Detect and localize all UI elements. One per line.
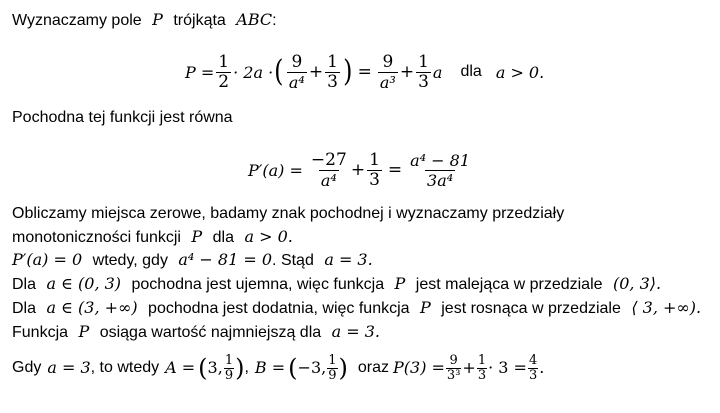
var-p: P [394,274,406,293]
derivative-zero: P′(a) = 0 [12,250,83,269]
intro-text: Wyznaczamy pole [12,12,142,29]
fraction [216,53,231,92]
positive-text: pochodna jest dodatnia, więc funkcja [148,300,410,317]
left-paren: ( [288,354,298,382]
text-line-9: Gdy a = 3 , to wtedy A = ( 3, $\frac{1}{9}$ ) , B = ( −3, $\frac{1}{9}$ ) oraz P(3) = $\frac{9}{\text{3³}}$ + $\frac{1}{3}$ · 3 = $\frac{4}{3}$ . [12,352,545,383]
dla-text: dla [460,63,482,80]
point-b-label: B = [254,358,286,377]
equals: = [357,62,372,82]
interval: a ∈ (0, 3) [46,274,122,293]
point-a-label: A = [165,358,196,377]
monotonicity-text: monotoniczności funkcji [12,229,181,246]
num: 9 [382,51,394,72]
intro-line [12,10,277,31]
right-paren: ) [338,354,348,382]
den: a³ [379,72,396,92]
den: a⁴ [320,170,337,190]
equals: = [387,160,403,180]
text-line-3 [12,204,564,224]
interval: a ∈ (3, +∞) [46,298,138,317]
fraction [367,151,382,190]
right-paren: ) [343,54,353,89]
point-a-x: 3, [207,358,223,377]
num: 1 [224,352,234,368]
fraction [325,53,340,92]
den: 2 [218,71,230,92]
den: 3³ [446,367,461,383]
decreasing-text: jest malejąca w przedziale [415,276,603,293]
num: 1 [218,51,230,72]
var-p: P [152,10,163,29]
den: 3 [418,71,429,92]
eq1-mid: · 2a · [233,62,274,82]
intro-text-2: trójkąta [173,12,226,29]
interval-2: ⟨ 3, +∞). [631,298,702,317]
point-b-x: −3, [297,358,327,377]
num: 1 [327,51,338,72]
increasing-text: jest rosnąca w przedziale [441,300,621,317]
result: a = 3. [331,322,380,341]
fraction [528,354,538,383]
dla-text: dla [212,229,234,246]
condition: a > 0. [244,227,293,246]
area-equation [185,44,544,100]
fraction [327,354,337,383]
num: 1 [477,352,487,368]
var-a: a [432,62,443,82]
negative-text: pochodna jest ujemna, więc funkcja [131,276,385,293]
hence-text: . Stąd [272,252,314,269]
den: 3 [528,367,538,383]
dla-text: Dla [12,276,37,293]
den: 9 [328,367,337,383]
var-p: P [78,322,90,341]
oraz-text: oraz [357,359,389,376]
text-line-5 [12,250,373,271]
fraction [224,354,234,383]
num: 1 [369,149,380,170]
fraction [378,53,398,92]
fraction [309,151,349,190]
plus: + [350,160,366,180]
plus: + [462,358,476,377]
when-text: wtedy, gdy [92,252,168,269]
var-p: P [420,298,431,317]
zeros-text: Obliczamy miejsca zerowe, badamy znak pochodnej i wyznaczamy przedziały [12,205,565,222]
left-paren: ( [274,54,284,89]
condition: a > 0. [495,62,545,82]
den: 3 [477,367,487,383]
num: 1 [328,352,337,368]
den: 3 [369,169,380,190]
den: 9 [224,367,234,383]
gdy-text: Gdy [12,359,42,376]
text-line-7 [12,298,701,319]
times-three: · 3 = [488,358,527,377]
var-abc: ABC [236,10,273,29]
num: −27 [310,149,347,170]
derivative-intro [12,108,233,128]
den: 3 [327,71,338,92]
period: . [539,358,545,377]
left-paren: ( [198,354,208,382]
derivative-equation [248,142,474,198]
fraction [446,354,461,383]
text-line-8 [12,322,380,343]
text-line-4 [12,227,293,248]
fraction [287,53,307,92]
condition: a = 3 [47,358,91,377]
zero-equation: a⁴ − 81 = 0 [178,250,273,269]
eq1-lhs: P = [185,62,215,82]
colon: : [272,12,277,29]
function-text: Funkcja [12,324,69,341]
right-paren: ) [235,354,245,382]
then-text: , to wtedy [90,359,160,376]
den: a⁴ [288,72,305,92]
fraction [408,151,472,190]
plus: + [308,62,324,82]
derivative-text: Pochodna tej funkcji jest równa [12,109,233,126]
var-p: P [191,227,203,246]
num: 4 [528,352,538,368]
den: 3a⁴ [427,170,454,190]
fraction [477,354,487,383]
num: 9 [291,51,303,72]
result: a = 3. [324,250,373,269]
num: 1 [418,51,429,72]
plus: + [399,62,415,82]
eq2-lhs: P′(a) = [248,160,303,180]
minimum-text: osiąga wartość najmniejszą dla [99,324,322,341]
interval-2: (0, 3⟩. [612,274,662,293]
p3-label: P(3) = [393,358,445,377]
dla-text: Dla [12,300,37,317]
num: a⁴ − 81 [410,150,471,170]
text-line-6 [12,274,661,295]
fraction [416,53,431,92]
num: 9 [449,352,458,368]
